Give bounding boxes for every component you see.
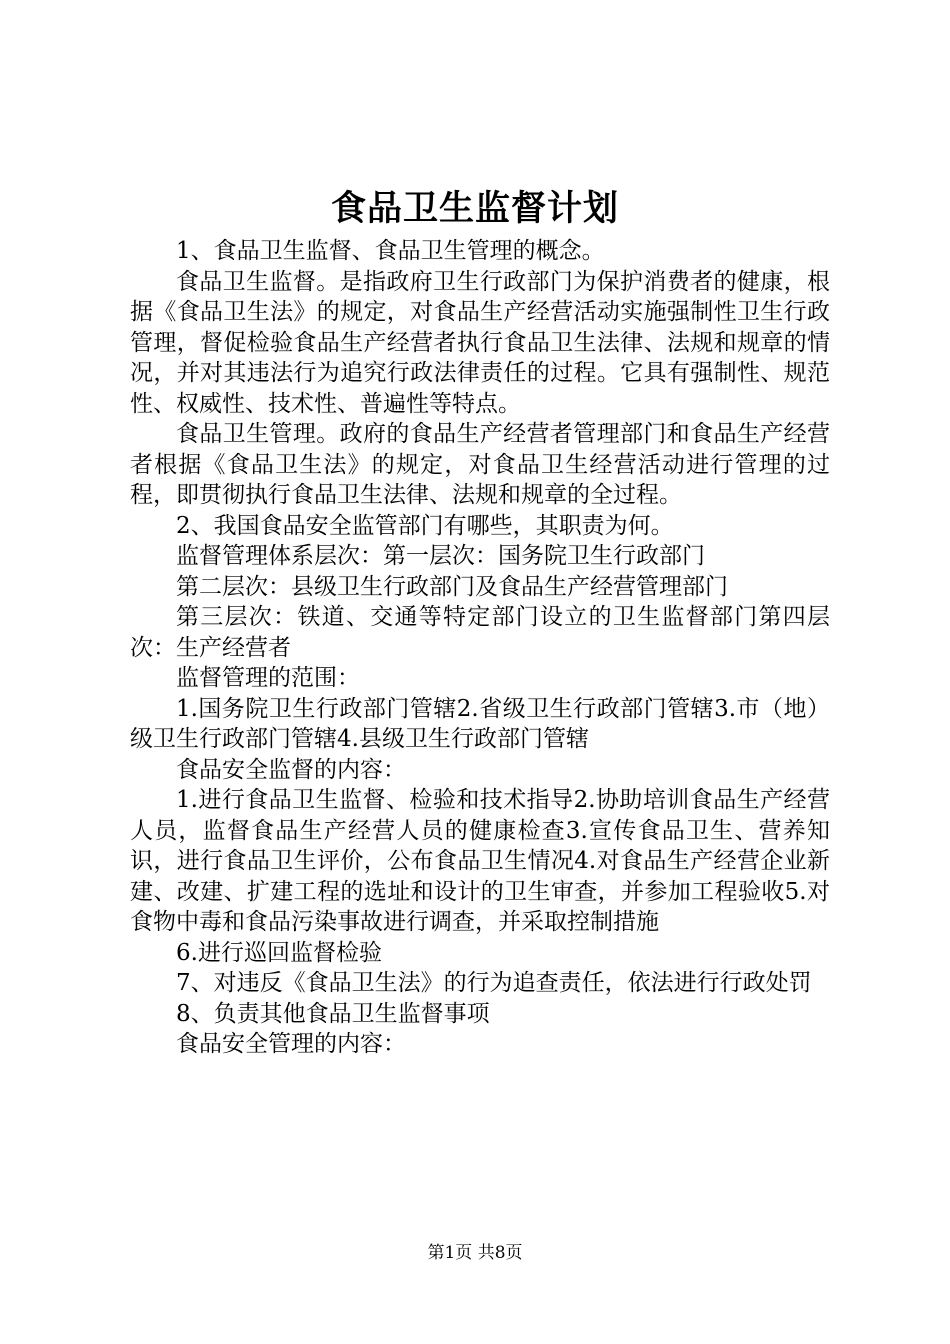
paragraph-item-8: 8、负责其他食品卫生监督事项 bbox=[176, 1000, 490, 1027]
paragraph-supervision-definition: 食品卫生监督。是指政府卫生行政部门为保护消费者的健康，根据《食品卫生法》的规定，对食品生产经营活动实施强制性卫生行政管理，督促检验食品生产经营者执行食品卫生法律、法规和规章的情况，并对其违法行为追究行政法律责任的过程。它具有强制性、规范性、权威性、技术性、普遍性等特点。 bbox=[130, 268, 830, 417]
paragraph-section-2-heading: 2、我国食品安全监管部门有哪些，其职责为何。 bbox=[176, 512, 674, 539]
page-number-footer: 第1页 共8页 bbox=[427, 1243, 523, 1263]
paragraph-level-2: 第二层次：县级卫生行政部门及食品生产经营管理部门 bbox=[176, 573, 728, 600]
paragraph-supervision-content-list: 1.进行食品卫生监督、检验和技术指导2.协助培训食品生产经营人员，监督食品生产经营人员的健康检查3.宣传食品卫生、营养知识，进行食品卫生评价，公布食品卫生情况4.对食品生产经营企业新建、改建、扩建工程的选址和设计的卫生审查，并参加工程验收5.对食物中毒和食品污染事故进行调查，并采取控制措施 bbox=[130, 787, 830, 935]
paragraph-supervision-content-heading: 食品安全监督的内容： bbox=[176, 756, 406, 783]
paragraph-level-3-4: 第三层次：铁道、交通等特定部门设立的卫生监督部门第四层次：生产经营者 bbox=[130, 604, 830, 661]
document-title: 食品卫生监督计划 bbox=[330, 188, 619, 229]
paragraph-item-6: 6.进行巡回监督检验 bbox=[176, 939, 382, 966]
paragraph-item-7: 7、对违反《食品卫生法》的行为追查责任，依法进行行政处罚 bbox=[176, 970, 812, 996]
paragraph-scope-heading: 监督管理的范围： bbox=[176, 665, 360, 691]
paragraph-scope-list: 1.国务院卫生行政部门管辖2.省级卫生行政部门管辖3.市（地）级卫生行政部门管辖4.县级卫生行政部门管辖 bbox=[130, 695, 830, 752]
paragraph-management-content-heading: 食品安全管理的内容： bbox=[176, 1031, 406, 1057]
paragraph-management-definition: 食品卫生管理。政府的食品生产经营者管理部门和食品生产经营者根据《食品卫生法》的规定，对食品卫生经营活动进行管理的过程，即贯彻执行食品卫生法律、法规和规章的全过程。 bbox=[130, 421, 830, 508]
paragraph-section-1-heading: 1、食品卫生监督、食品卫生管理的概念。 bbox=[176, 238, 605, 264]
paragraph-level-1: 监督管理体系层次：第一层次：国务院卫生行政部门 bbox=[176, 543, 705, 569]
document-body bbox=[130, 236, 830, 1060]
